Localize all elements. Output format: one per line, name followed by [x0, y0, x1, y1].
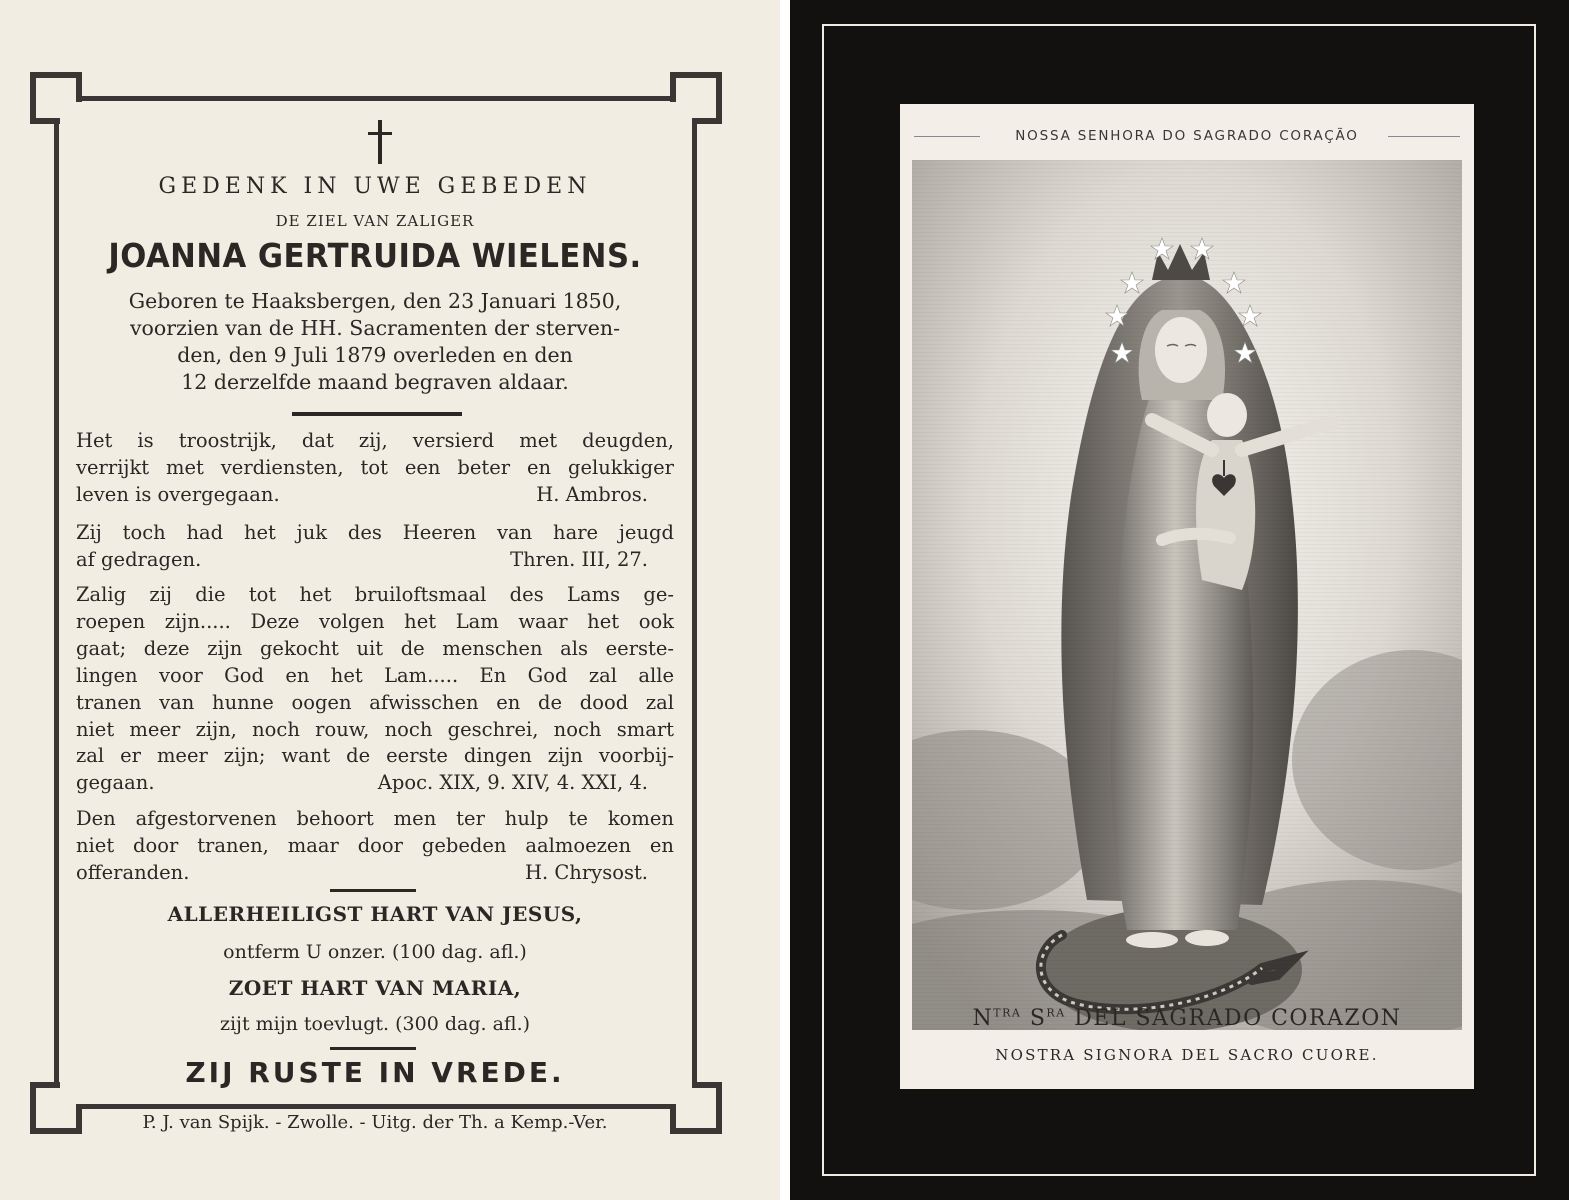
quote-line: Het is troostrijk, dat zij, versierd met deugden, [76, 429, 674, 452]
caption-abbr-senora: RA [1046, 1006, 1066, 1020]
quote-line: Den afgestorvenen behoort men ter hulp te komen [76, 807, 674, 830]
quote-line: tranen van hunne oogen afwisschen en de dood zal [76, 690, 674, 714]
cross-icon [367, 120, 393, 166]
caption-italian: NOSTRA SIGNORA DEL SACRO CUORE. [995, 1046, 1379, 1064]
child-gown [1196, 440, 1255, 590]
card-separator [780, 0, 790, 1200]
bio-line: Geboren te Haaksbergen, den 23 Januari 1850, [128, 289, 622, 313]
divider [292, 412, 462, 416]
quote-line: gegaan. [76, 771, 155, 795]
quote-line: zal er meer zijn; want de eerste dingen zijn voorbij- [76, 744, 674, 768]
deceased-name: JOANNA GERTRUIDA WIELENS. [108, 236, 642, 275]
prayer-subheading: DE ZIEL VAN ZALIGER [275, 212, 475, 230]
quote-line: Zalig zij die tot het bruiloftsmaal des Lams ge- [76, 583, 674, 606]
memorial-card-text-side [0, 0, 780, 1200]
caption-spanish-text: DEL SAGRADO CORAZON [1074, 1006, 1402, 1031]
quote-line: leven is overgegaan. [76, 482, 280, 506]
quote-ambrosius [76, 428, 674, 509]
quote-source: H. Ambros. [536, 482, 648, 506]
devotional-image-panel [900, 104, 1474, 1089]
quote-line: roepen zijn..... Deze volgen het Lam waar het ook [76, 609, 674, 633]
madonna-and-child-engraving [912, 160, 1462, 1030]
bio-line: voorzien van de HH. Sacramenten der sterven- [129, 316, 621, 340]
quote-source: Thren. III, 27. [510, 547, 648, 571]
prayer-heading: GEDENK IN UWE GEBEDEN [158, 174, 592, 199]
caption-spanish: $N^{TRA}$ $S^{RA}$ DEL SAGRADO CORAZON [972, 1006, 1402, 1031]
caption-abbr-nuestra: TRA [993, 1006, 1022, 1020]
feet [1126, 932, 1178, 948]
prayer-text-jesus: ontferm U onzer. (100 dag. afl.) [223, 941, 527, 963]
quote-chrysostomus [76, 806, 674, 887]
quote-apocalypse [76, 582, 674, 797]
image-title: NOSSA SENHORA DO SAGRADO CORAÇÃO [1015, 128, 1359, 144]
quote-line: niet door tranen, maar door gebeden aalmoezen en [76, 833, 674, 857]
printer-imprint: P. J. van Spijk. - Zwolle. - Uitg. der Th. a Kemp.-Ver. [142, 1112, 608, 1133]
quote-line: Zij toch had het juk des Heeren van hare jeugd [76, 521, 674, 544]
quote-line: lingen voor God en het Lam..... En God zal alle [76, 663, 674, 687]
madonna-hands [1162, 534, 1230, 540]
bio-line: den, den 9 Juli 1879 overleden en den [177, 343, 573, 367]
divider [330, 1047, 416, 1050]
prayer-text-maria: zijt mijn toevlugt. (300 dag. afl.) [219, 1013, 531, 1035]
bio-line: 12 derzelfde maand begraven aldaar. [181, 370, 569, 394]
divider [330, 889, 416, 892]
quote-line: af gedragen. [76, 547, 202, 571]
rest-in-peace: ZIJ RUSTE IN VREDE. [185, 1056, 565, 1089]
prayer-title-maria: ZOET HART VAN MARIA, [228, 976, 522, 1000]
quote-source: Apoc. XIX, 9. XIV, 4. XXI, 4. [377, 771, 648, 795]
quote-threni [76, 520, 674, 574]
child-face [1207, 393, 1247, 437]
quote-line: gaat; deze zijn gekocht uit de menschen als eerste- [76, 636, 674, 660]
prayer-title-jesus: ALLERHEILIGST HART VAN JESUS, [167, 902, 583, 926]
biography [60, 288, 690, 396]
quote-line: verrijkt met verdiensten, tot een beter en gelukkiger [76, 455, 674, 479]
quote-source: H. Chrysost. [524, 860, 648, 884]
madonna-face [1155, 317, 1207, 383]
quote-line: offeranden. [76, 860, 190, 884]
quote-line: niet meer zijn, noch rouw, noch geschrei, noch smart [76, 717, 674, 741]
memorial-card-image-side [790, 0, 1569, 1200]
